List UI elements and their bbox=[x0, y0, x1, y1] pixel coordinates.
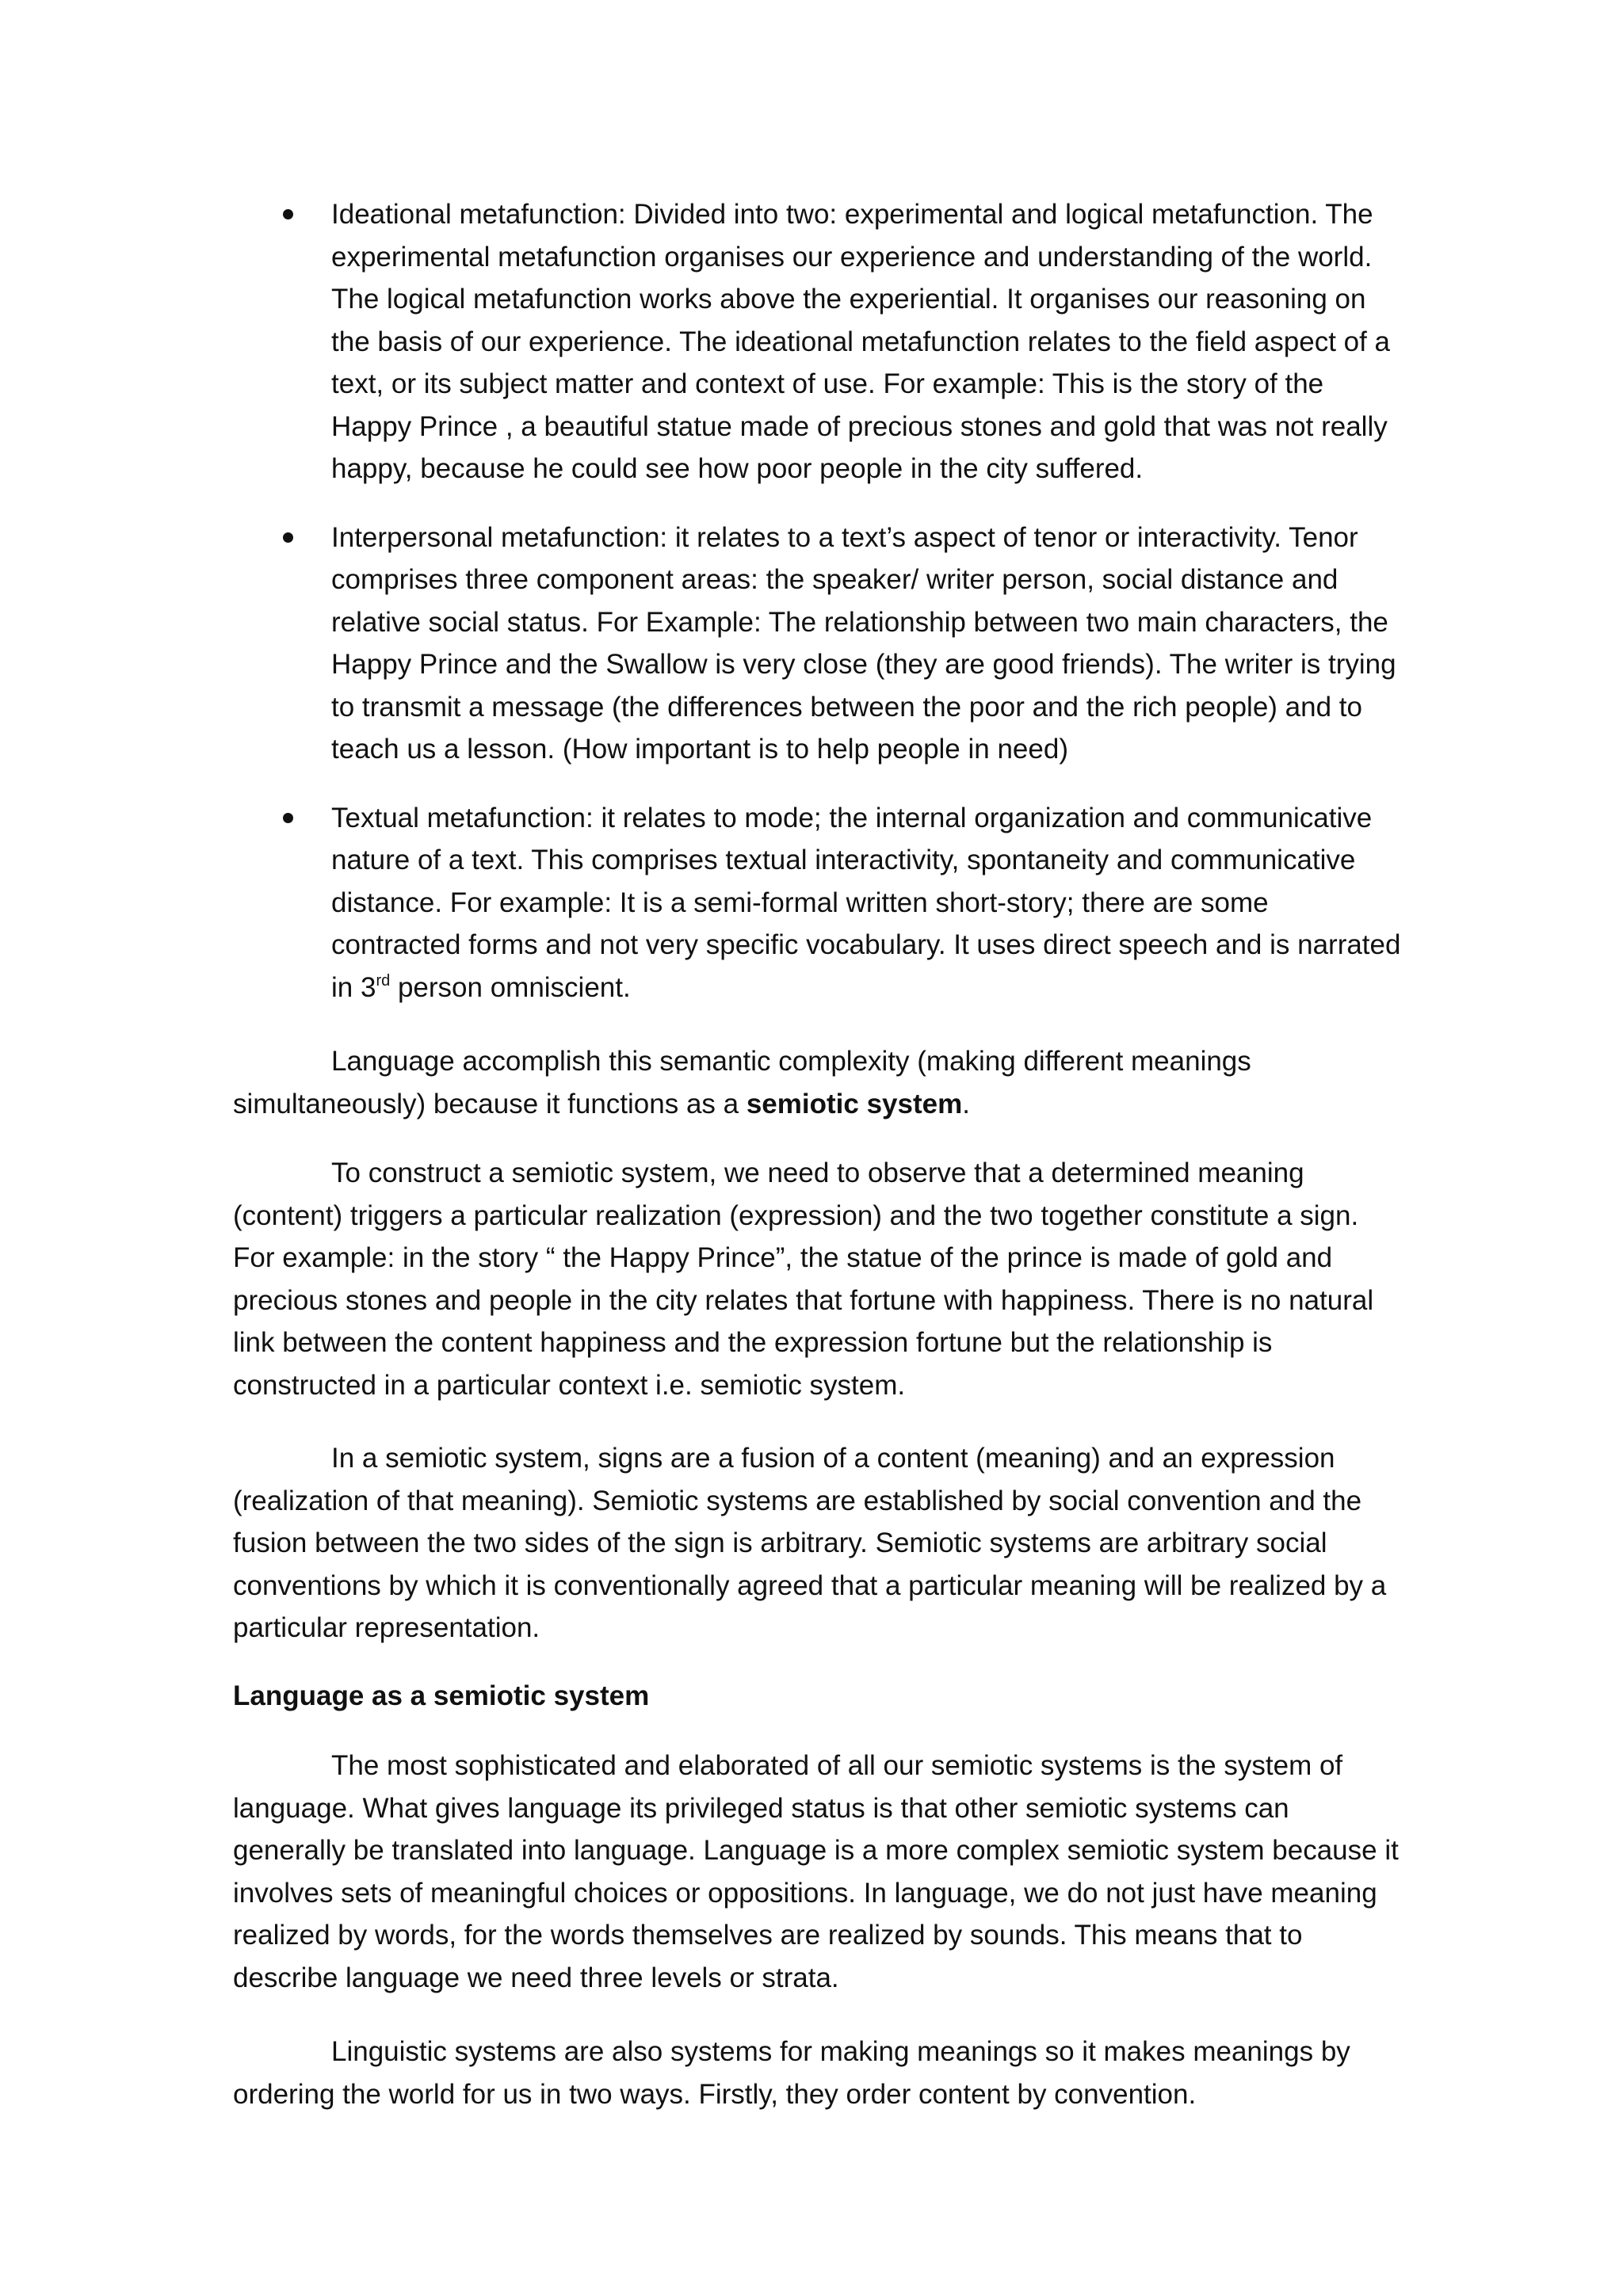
paragraph-text: To construct a semiotic system, we need to observe that a determined meaning (content) triggers a particular realization (expression) and the two together constitute a sign. For example: in the story “ the Happy Prince”, the statue of the prince is made of gold and precious stones and people in the city relates that fortune with happiness. There is no natural link between the content happiness and the expression fortune but the relationship is constructed in a particular context i.e. semiotic system. bbox=[233, 1158, 1374, 1401]
paragraph-text: Language accomplish this semantic complexity (making different meanings simultaneously) because it functions as a bbox=[233, 1046, 1251, 1119]
bullet-text-tail: person omniscient. bbox=[390, 971, 631, 1003]
paragraph-text-end: . bbox=[962, 1088, 970, 1119]
bullet-text: Interpersonal metafunction: it relates to a text’s aspect of tenor or interactivity. Tenor comprises three component areas: the speaker/ writer person, social distance and relative social status. For Example: The relationship between two main characters, the Happy Prince and the Swallow is very close (they are good friends). The writer is trying to transmit a message (the differences between the poor and the rich people) and to teach us a lesson. (How important is to help people in need) bbox=[331, 521, 1396, 765]
metafunction-list bbox=[331, 193, 1401, 1035]
bullet-dot bbox=[283, 532, 293, 543]
list-item-interpersonal bbox=[331, 517, 1401, 771]
paragraph-language-system bbox=[233, 1745, 1403, 1999]
paragraph-text: Linguistic systems are also systems for making meanings so it makes meanings by ordering the world for us in two ways. Firstly, they order content by convention. bbox=[233, 2036, 1350, 2110]
bullet-dot bbox=[283, 813, 293, 823]
paragraph-text: The most sophisticated and elaborated of all our semiotic systems is the system of language. What gives language its privileged status is that other semiotic systems can generally be translated into language. Language is a more complex semiotic system because it involves sets of meaningful choices or oppositions. In language, we do not just have meaning realized by words, for the words themselves are realized by sounds. This means that to describe language we need three levels or strata. bbox=[233, 1750, 1399, 1993]
bullet-dot bbox=[283, 209, 293, 219]
bullet-text: Textual metafunction: it relates to mode; the internal organization and communicative nature of a text. This comprises textual interactivity, spontaneity and communicative distance. For example: It is a semi-formal written short-story; there are some contracted forms and not very specific vocabulary. It uses direct speech and is narrated in 3 bbox=[331, 802, 1401, 1003]
bullet-text: Ideational metafunction: Divided into two: experimental and logical metafunction. The experimental metafunction organises our experience and understanding of the world. The logical metafunction works above the experiential. It organises our reasoning on the basis of our experience. The ideational metafunction relates to the field aspect of a text, or its subject matter and context of use. For example: This is the story of the Happy Prince , a beautiful statue made of precious stones and gold that was not really happy, because he could see how poor people in the city suffered. bbox=[331, 199, 1391, 484]
paragraph-text: In a semiotic system, signs are a fusion of a content (meaning) and an expression (realization of that meaning). Semiotic systems are established by social convention and the fusion between the two sides of the sign is arbitrary. Semiotic systems are arbitrary social conventions by which it is conventionally agreed that a particular meaning will be realized by a particular representation. bbox=[233, 1443, 1387, 1643]
list-item-ideational bbox=[331, 193, 1401, 490]
bold-term: semiotic system bbox=[746, 1088, 963, 1119]
ordinal-suffix: rd bbox=[376, 971, 391, 990]
paragraph-semantic-complexity bbox=[233, 1040, 1403, 1125]
paragraph-construct-semiotic-system bbox=[233, 1152, 1403, 1406]
list-item-textual bbox=[331, 797, 1401, 1009]
paragraph-linguistic-systems bbox=[233, 2031, 1403, 2115]
paragraph-signs-fusion bbox=[233, 1437, 1403, 1650]
section-heading: Language as a semiotic system bbox=[233, 1680, 650, 1711]
